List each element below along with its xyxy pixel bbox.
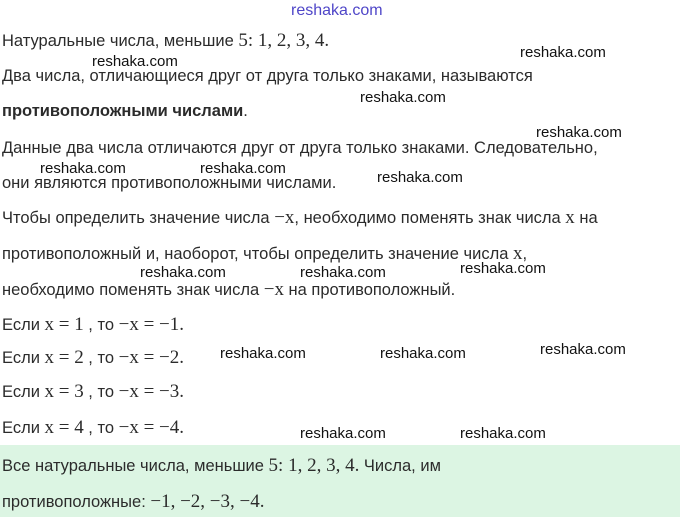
rule-3-b: на противоположный. xyxy=(283,281,456,299)
answer-math: 5: 1, 2, 3, 4. xyxy=(268,455,360,476)
watermark: reshaka.com xyxy=(460,260,546,277)
watermark: reshaka.com xyxy=(40,160,126,177)
case-row xyxy=(2,418,184,438)
rule-1-c: на xyxy=(574,209,598,227)
answer-line-1 xyxy=(2,456,441,476)
rule-3-a: необходимо поменять знак числа xyxy=(2,281,264,299)
text-rule-1 xyxy=(2,208,598,228)
text-natural-numbers: Натуральные числа, меньшие xyxy=(2,32,239,50)
text-rule-3 xyxy=(2,280,455,300)
watermark: reshaka.com xyxy=(300,264,386,281)
watermark: reshaka.com xyxy=(377,169,463,186)
math-x: x xyxy=(565,207,575,228)
rule-1-b: , необходимо поменять знак числа xyxy=(294,209,566,227)
text-definition: Два числа, отличающиеся друг от друга только знаками, называются xyxy=(2,67,533,85)
case-condition: x = 3 xyxy=(44,381,84,402)
rule-1-a: Чтобы определить значение числа xyxy=(2,209,275,227)
case-then: , то xyxy=(83,316,119,334)
answer-a: Все натуральные числа, меньшие xyxy=(2,457,269,475)
term-period: . xyxy=(243,102,248,120)
case-if: Если xyxy=(2,316,45,334)
math-x-2: x xyxy=(512,243,523,264)
text-explanation-1: Данные два числа отличаются друг от друга только знаками. Следовательно, xyxy=(2,139,598,157)
case-if: Если xyxy=(2,349,45,367)
answer-b: Числа, им xyxy=(359,457,441,475)
case-result: −x = −3. xyxy=(118,381,185,402)
watermark: reshaka.com xyxy=(220,345,306,362)
watermark: reshaka.com xyxy=(140,264,226,281)
case-condition: x = 1 xyxy=(44,314,84,335)
answer-opposites-math: −1, −2, −3, −4. xyxy=(150,491,265,512)
watermark: reshaka.com xyxy=(200,160,286,177)
term-opposite-numbers: противоположными числами xyxy=(2,102,244,120)
math-neg-x-2: −x xyxy=(263,279,284,300)
watermark-top: reshaka.com xyxy=(291,2,383,19)
case-then: , то xyxy=(83,419,119,437)
text-definition-term xyxy=(2,101,248,121)
watermark: reshaka.com xyxy=(460,425,546,442)
text-explanation-2: они являются противоположными числами. xyxy=(2,174,337,192)
case-result: −x = −4. xyxy=(118,417,185,438)
watermark: reshaka.com xyxy=(536,124,622,141)
case-row xyxy=(2,348,184,368)
watermark: reshaka.com xyxy=(520,44,606,61)
watermark: reshaka.com xyxy=(360,89,446,106)
watermark: reshaka.com xyxy=(92,53,178,70)
case-condition: x = 4 xyxy=(44,417,84,438)
watermark: reshaka.com xyxy=(540,341,626,358)
text-line-natural-numbers xyxy=(2,31,329,51)
case-row xyxy=(2,382,184,402)
text-rule-2 xyxy=(2,244,527,264)
case-if: Если xyxy=(2,383,45,401)
math-natural-numbers: 5: 1, 2, 3, 4. xyxy=(238,30,330,51)
case-condition: x = 2 xyxy=(44,347,84,368)
case-result: −x = −2. xyxy=(118,347,185,368)
watermark: reshaka.com xyxy=(380,345,466,362)
answer-line-2 xyxy=(2,492,265,512)
case-if: Если xyxy=(2,419,45,437)
case-row xyxy=(2,315,184,335)
case-then: , то xyxy=(83,383,119,401)
watermark: reshaka.com xyxy=(300,425,386,442)
case-result: −x = −1. xyxy=(118,314,185,335)
answer-opposites-label: противоположные: xyxy=(2,493,151,511)
math-neg-x: −x xyxy=(274,207,295,228)
rule-2-b: , xyxy=(522,245,528,263)
rule-2-a: противоположный и, наоборот, чтобы определить значение числа xyxy=(2,245,513,263)
case-then: , то xyxy=(83,349,119,367)
